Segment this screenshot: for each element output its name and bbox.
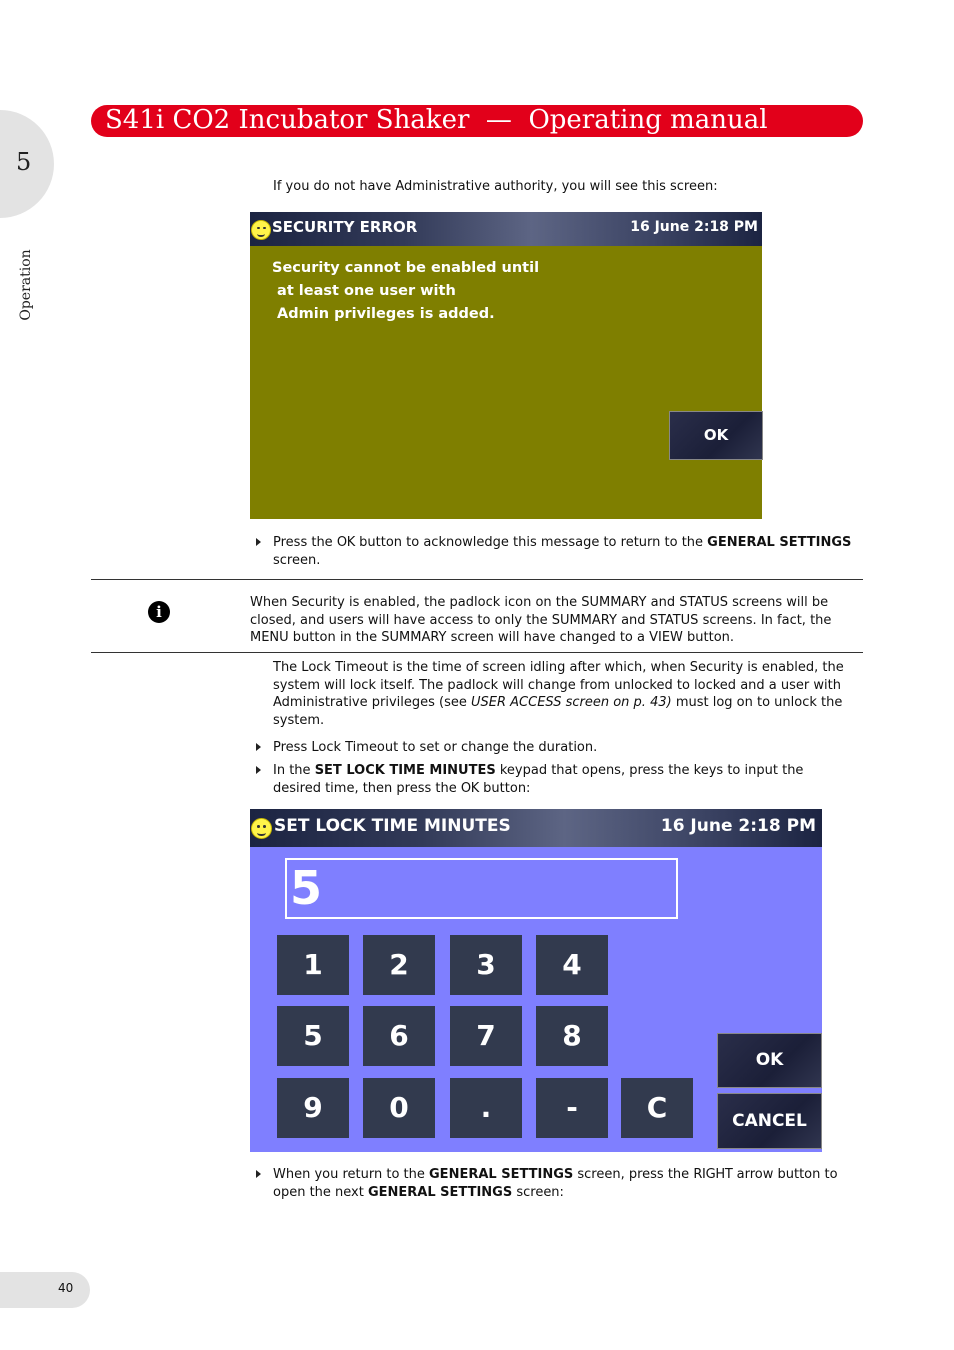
step-text: screen. [273, 552, 321, 568]
chapter-number: 5 [16, 148, 32, 176]
ok-keyword: OK [336, 535, 355, 550]
key-1[interactable]: 1 [277, 935, 349, 995]
ok-keyword: OK [460, 780, 480, 796]
screen-time: 16 June 2:18 PM [630, 219, 758, 235]
display-value: 5 [290, 861, 323, 915]
key-7[interactable]: 7 [450, 1006, 522, 1066]
key-8[interactable]: 8 [536, 1006, 608, 1066]
page-number-tab [0, 1272, 90, 1308]
step-text: screen: [512, 1184, 564, 1200]
step-text: In the [273, 763, 315, 778]
general-settings-keyword: GENERAL SETTINGS [367, 1184, 513, 1200]
key-4[interactable]: 4 [536, 935, 608, 995]
general-settings-keyword: GENERAL SETTINGS [429, 1167, 574, 1182]
step-text: Press the [273, 535, 337, 550]
screen-title: SECURITY ERROR [272, 218, 418, 236]
step-text: button: [479, 780, 531, 796]
smiley-icon [251, 220, 271, 240]
lock-timeout-paragraph [273, 659, 848, 729]
note-bottom-rule [91, 652, 863, 653]
key-minus[interactable]: - [536, 1078, 608, 1138]
paragraph-text: must log on to unlock the system. [273, 695, 843, 728]
screen-title-bar [250, 212, 762, 246]
general-settings-keyword: GENERAL SETTINGS [707, 535, 852, 550]
security-message-area [250, 246, 762, 519]
ok-button[interactable]: OK [669, 411, 763, 460]
screen-title-bar [250, 809, 822, 847]
step-text: button to acknowledge this message to return to the [355, 535, 708, 550]
key-9[interactable]: 9 [277, 1078, 349, 1138]
bullet-arrow-icon [256, 1170, 261, 1178]
cancel-button[interactable]: CANCEL [717, 1093, 822, 1149]
bullet-arrow-icon [256, 538, 261, 546]
security-message-line: at least one user with [272, 283, 456, 299]
step-text: keypad that opens, press the keys to input the desired time, then press the [273, 763, 804, 796]
key-clear[interactable]: C [621, 1078, 693, 1138]
smiley-icon [251, 818, 272, 839]
step-text: When you return to the [273, 1167, 430, 1182]
key-6[interactable]: 6 [363, 1006, 435, 1066]
security-message-line: Admin privileges is added. [272, 306, 495, 322]
intro-text: If you do not have Administrative authority, you will see this screen: [273, 179, 718, 194]
key-2[interactable]: 2 [363, 935, 435, 995]
info-icon: i [148, 601, 170, 623]
step-keypad [273, 762, 853, 797]
step-text: arrow button to open the next [273, 1167, 838, 1200]
note-top-rule [91, 579, 863, 580]
step-press-lock-timeout: Press Lock Timeout to set or change the duration. [273, 740, 598, 755]
value-display-field[interactable] [285, 858, 678, 919]
page-number: 40 [58, 1281, 74, 1295]
key-decimal[interactable]: . [450, 1078, 522, 1138]
user-access-reference: USER ACCESS screen on p. 43) [471, 695, 672, 710]
screen-title: SET LOCK TIME MINUTES [274, 816, 511, 836]
document-title: S41i CO2 Incubator Shaker — Operating manual [105, 105, 768, 135]
set-lock-time-keyword: SET LOCK TIME MINUTES [314, 763, 496, 778]
ok-button[interactable]: OK [717, 1033, 822, 1088]
note-text: When Security is enabled, the padlock icon on the SUMMARY and STATUS screens will be closed, and users will have access to only the SUMMARY and STATUS screens. In fact, the MENU button in the SUMMARY screen will have changed to a VIEW button. [250, 595, 832, 645]
section-side-label: Operation [18, 249, 34, 321]
key-5[interactable]: 5 [277, 1006, 349, 1066]
step-acknowledge [273, 534, 858, 569]
key-3[interactable]: 3 [450, 935, 522, 995]
right-keyword: RIGHT [693, 1167, 733, 1182]
bullet-arrow-icon [256, 743, 261, 751]
paragraph-text: The Lock Timeout is the time of screen idling after which, when Security is enabled, the system will lock itself. The padlock will change from unlocked to locked and a user with Administrative privileges (see [273, 660, 844, 710]
security-message-line: Security cannot be enabled until [272, 260, 540, 276]
step-text: screen, press the [573, 1167, 694, 1182]
header-bar [91, 105, 863, 137]
step-right-arrow [273, 1166, 863, 1201]
set-lock-time-screen [250, 809, 822, 1152]
bullet-arrow-icon [256, 766, 261, 774]
screen-time: 16 June 2:18 PM [660, 816, 816, 836]
key-0[interactable]: 0 [363, 1078, 435, 1138]
security-error-screen [250, 212, 762, 519]
